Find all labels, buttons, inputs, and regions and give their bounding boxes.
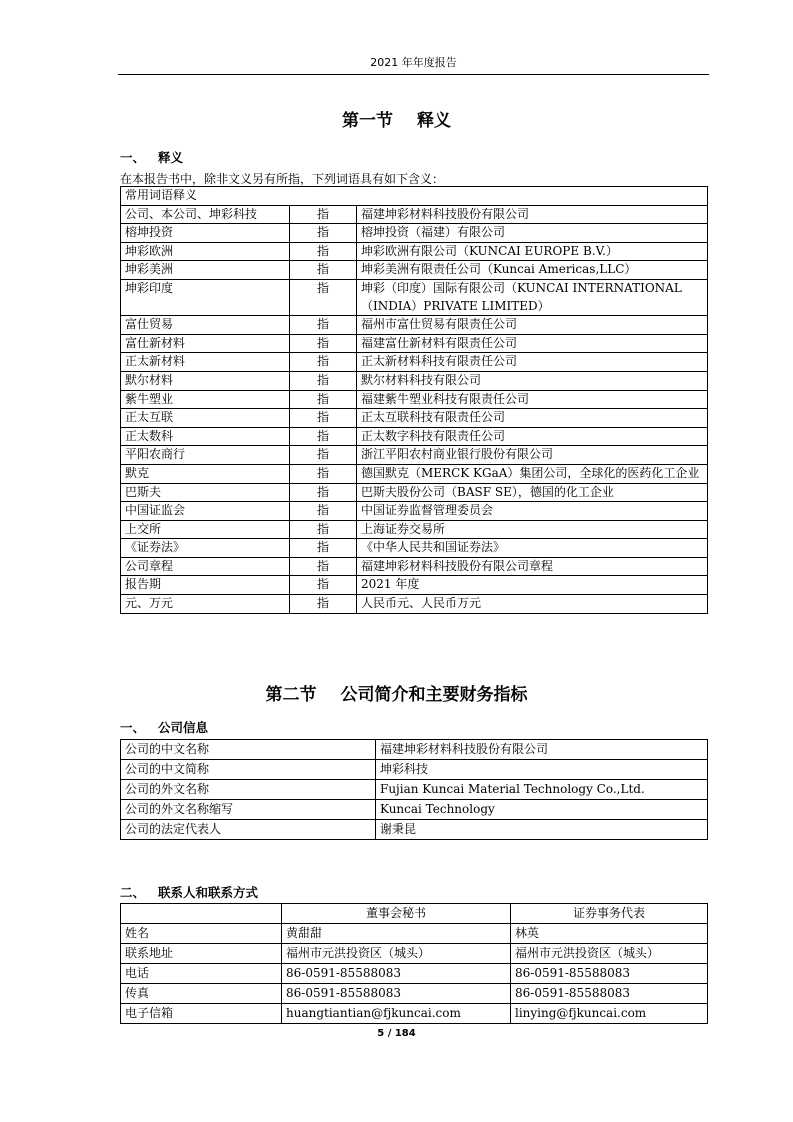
table-row [121, 576, 708, 595]
contact-header-rep: 证券事务代表 [511, 904, 708, 924]
contact-key: 电话 [121, 964, 282, 984]
definition-term: 元、万元 [121, 595, 290, 614]
subheading-title: 释义 [158, 150, 184, 165]
table-row [121, 924, 708, 944]
section2-title: 公司简介和主要财务指标 [340, 685, 528, 705]
info-key: 公司的中文名称 [121, 740, 376, 760]
definition-meaning: 人民币元、人民币万元 [357, 595, 708, 614]
definition-term: 榕坤投资 [121, 224, 290, 243]
definition-ref: 指 [290, 502, 357, 521]
section1-subheading [120, 148, 183, 166]
definition-ref: 指 [290, 576, 357, 595]
definition-term: 富仕新材料 [121, 334, 290, 353]
section1-heading [0, 106, 793, 131]
definition-term: 报告期 [121, 576, 290, 595]
subheading-title: 公司信息 [158, 720, 209, 735]
definition-meaning: 坤彩美洲有限责任公司（Kuncai Americas,LLC） [357, 261, 708, 280]
table-row [121, 261, 708, 280]
info-key: 公司的法定代表人 [121, 820, 376, 840]
table-row [121, 371, 708, 390]
definition-meaning: 上海证券交易所 [357, 520, 708, 539]
definition-term: 平阳农商行 [121, 446, 290, 465]
definition-meaning: 榕坤投资（福建）有限公司 [357, 224, 708, 243]
table-row [121, 800, 708, 820]
contact-key: 电子信箱 [121, 1004, 282, 1024]
contact-secretary: 黄甜甜 [282, 924, 511, 944]
definition-meaning: 浙江平阳农村商业银行股份有限公司 [357, 446, 708, 465]
table-row [121, 334, 708, 353]
table-row [121, 464, 708, 483]
definition-term: 正太数科 [121, 427, 290, 446]
contact-rep: 86-0591-85588083 [511, 984, 708, 1004]
contact-key: 姓名 [121, 924, 282, 944]
definition-ref: 指 [290, 557, 357, 576]
table-row [121, 964, 708, 984]
definition-meaning: 巴斯夫股份公司（BASF SE），德国的化工企业 [357, 483, 708, 502]
table-row [121, 740, 708, 760]
definition-term: 富仕贸易 [121, 316, 290, 335]
contact-heading [120, 883, 258, 901]
info-key: 公司的中文简称 [121, 760, 376, 780]
info-key: 公司的外文名称 [121, 780, 376, 800]
table-row [121, 520, 708, 539]
table-caption-row [121, 187, 708, 206]
page-number: 5 / 184 [377, 1028, 416, 1039]
contact-secretary: 福州市元洪投资区（城头） [282, 944, 511, 964]
definition-meaning: 坤彩欧洲有限公司（KUNCAI EUROPE B.V.） [357, 242, 708, 261]
definition-term: 公司、本公司、坤彩科技 [121, 205, 290, 224]
table-row [121, 595, 708, 614]
definition-ref: 指 [290, 334, 357, 353]
section2-number: 第二节 [265, 685, 317, 705]
table-row [121, 353, 708, 372]
contact-rep: 林英 [511, 924, 708, 944]
company-info-heading [120, 718, 208, 736]
definition-meaning: 中国证券监督管理委员会 [357, 502, 708, 521]
contact-key: 联系地址 [121, 944, 282, 964]
definition-ref: 指 [290, 316, 357, 335]
section1-title: 释义 [417, 111, 451, 131]
definition-term: 中国证监会 [121, 502, 290, 521]
table-row [121, 390, 708, 409]
table-row [121, 205, 708, 224]
subheading-number: 一、 [120, 720, 146, 735]
contact-rep: 86-0591-85588083 [511, 964, 708, 984]
table-row [121, 409, 708, 428]
table-row [121, 427, 708, 446]
contact-table [120, 903, 708, 1024]
subheading-number: 一、 [120, 150, 146, 165]
definitions-table [120, 186, 708, 614]
intro-text: 在本报告书中，除非文义另有所指，下列词语具有如下含义： [120, 172, 445, 186]
company-info-table [120, 739, 708, 840]
definition-term: 《证券法》 [121, 539, 290, 558]
definition-term: 上交所 [121, 520, 290, 539]
definition-ref: 指 [290, 371, 357, 390]
contact-key: 传真 [121, 984, 282, 1004]
definition-ref: 指 [290, 483, 357, 502]
table-row [121, 446, 708, 465]
definition-term: 坤彩印度 [121, 279, 290, 315]
definition-meaning: 福州市富仕贸易有限责任公司 [357, 316, 708, 335]
definition-ref: 指 [290, 409, 357, 428]
definition-meaning: 福建坤彩材料科技股份有限公司章程 [357, 557, 708, 576]
definition-meaning: 福建富仕新材料有限责任公司 [357, 334, 708, 353]
definition-meaning: 德国默克（MERCK KGaA）集团公司，全球化的医药化工企业 [357, 464, 708, 483]
definition-term: 坤彩欧洲 [121, 242, 290, 261]
definition-ref: 指 [290, 427, 357, 446]
definition-ref: 指 [290, 595, 357, 614]
definition-ref: 指 [290, 261, 357, 280]
definition-ref: 指 [290, 205, 357, 224]
definition-meaning: 福建紫牛塑业科技有限责任公司 [357, 390, 708, 409]
definition-meaning: 坤彩（印度）国际有限公司（KUNCAI INTERNATIONAL（INDIA）PRIVATE LIMITED） [357, 279, 708, 315]
definition-ref: 指 [290, 279, 357, 315]
info-value: 福建坤彩材料科技股份有限公司 [376, 740, 708, 760]
info-value: 谢秉昆 [376, 820, 708, 840]
section2-heading [0, 680, 793, 705]
definition-term: 默克 [121, 464, 290, 483]
table-row [121, 242, 708, 261]
contact-rep: 福州市元洪投资区（城头） [511, 944, 708, 964]
definition-term: 紫牛塑业 [121, 390, 290, 409]
table-row [121, 279, 708, 315]
info-value: Fujian Kuncai Material Technology Co.,Ltd. [376, 780, 708, 800]
table-row [121, 316, 708, 335]
definition-ref: 指 [290, 353, 357, 372]
table-row [121, 224, 708, 243]
table-caption: 常用词语释义 [121, 187, 708, 206]
definition-meaning: 福建坤彩材料科技股份有限公司 [357, 205, 708, 224]
definition-ref: 指 [290, 446, 357, 465]
definition-term: 巴斯夫 [121, 483, 290, 502]
definition-meaning: 正太互联科技有限责任公司 [357, 409, 708, 428]
definition-meaning: 《中华人民共和国证券法》 [357, 539, 708, 558]
table-row [121, 1004, 708, 1024]
definition-term: 正太互联 [121, 409, 290, 428]
definition-meaning: 默尔材料科技有限公司 [357, 371, 708, 390]
definition-term: 公司章程 [121, 557, 290, 576]
table-row [121, 557, 708, 576]
info-key: 公司的外文名称缩写 [121, 800, 376, 820]
definition-meaning: 正太数字科技有限责任公司 [357, 427, 708, 446]
subheading-number: 二、 [120, 885, 146, 900]
subheading-title: 联系人和联系方式 [158, 885, 259, 900]
definition-ref: 指 [290, 464, 357, 483]
table-row [121, 502, 708, 521]
definition-term: 正太新材料 [121, 353, 290, 372]
info-value: Kuncai Technology [376, 800, 708, 820]
definition-ref: 指 [290, 390, 357, 409]
report-title: 2021 年年度报告 [370, 56, 457, 69]
definition-ref: 指 [290, 539, 357, 558]
page-header [118, 56, 709, 75]
contact-secretary: 86-0591-85588083 [282, 984, 511, 1004]
contact-header-blank [121, 904, 282, 924]
definition-meaning: 2021 年度 [357, 576, 708, 595]
definition-ref: 指 [290, 242, 357, 261]
definition-term: 坤彩美洲 [121, 261, 290, 280]
table-row [121, 820, 708, 840]
section1-number: 第一节 [342, 111, 393, 131]
definition-ref: 指 [290, 520, 357, 539]
definition-meaning: 正太新材料科技有限责任公司 [357, 353, 708, 372]
contact-secretary: huangtiantian@fjkuncai.com [282, 1004, 511, 1024]
table-row [121, 483, 708, 502]
contact-secretary: 86-0591-85588083 [282, 964, 511, 984]
table-row [121, 760, 708, 780]
table-row [121, 944, 708, 964]
contact-header-row [121, 904, 708, 924]
contact-header-secretary: 董事会秘书 [282, 904, 511, 924]
info-value: 坤彩科技 [376, 760, 708, 780]
table-row [121, 780, 708, 800]
definition-term: 默尔材料 [121, 371, 290, 390]
contact-rep: linying@fjkuncai.com [511, 1004, 708, 1024]
definition-ref: 指 [290, 224, 357, 243]
table-row [121, 539, 708, 558]
table-row [121, 984, 708, 1004]
